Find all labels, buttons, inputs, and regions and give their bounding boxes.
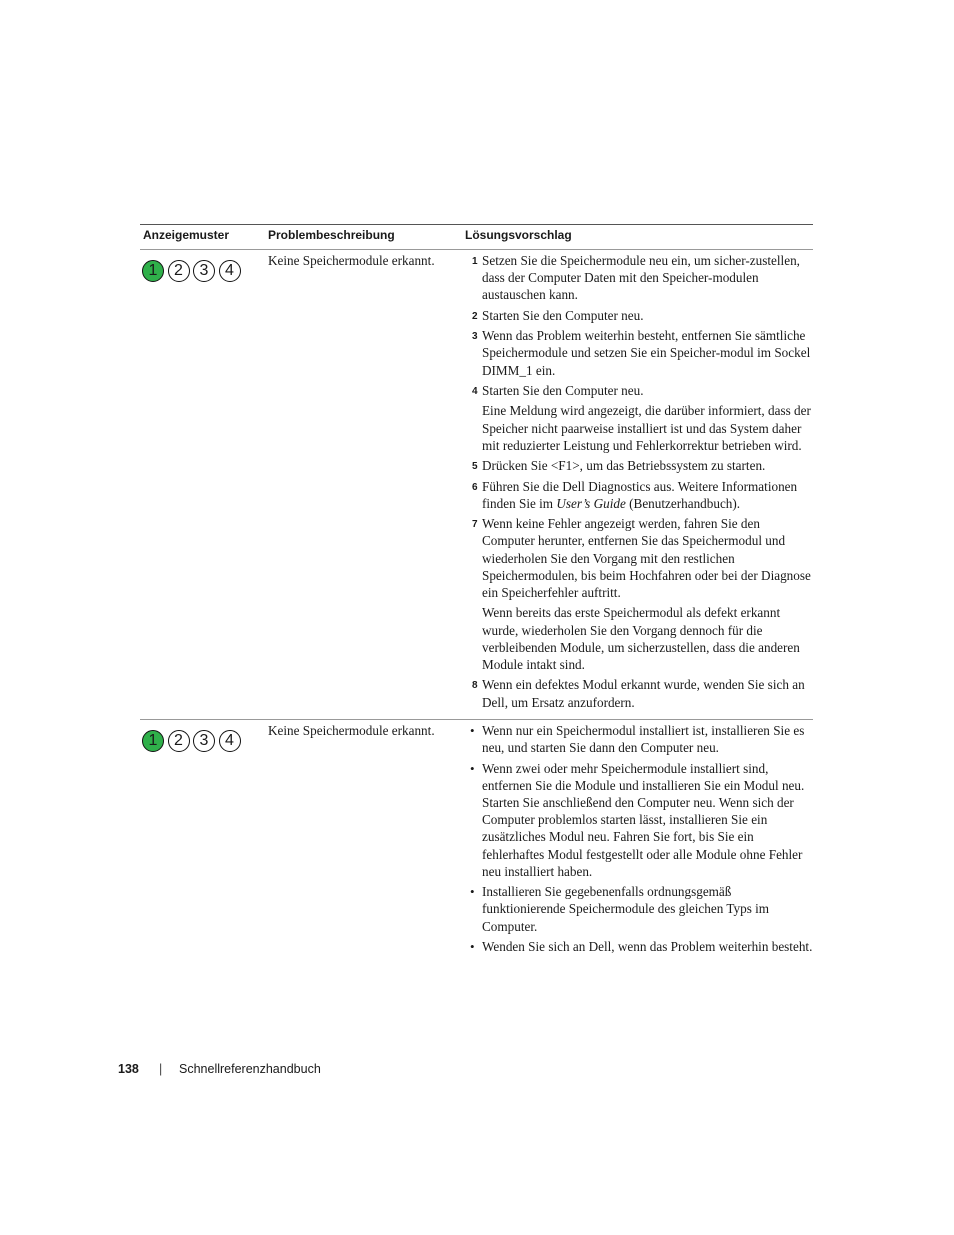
step-number: 7	[472, 519, 478, 531]
guide-title: User’s Guide	[556, 495, 626, 511]
led-2-icon: 2	[168, 730, 190, 752]
table-header	[140, 225, 813, 249]
step-item	[472, 382, 813, 399]
step-number: 4	[472, 385, 478, 397]
header-solution: Lösungsvorschlag	[465, 228, 572, 242]
step-text: Starten Sie den Computer neu.	[482, 382, 644, 398]
step-item	[472, 307, 813, 324]
bullet-item	[472, 938, 813, 955]
step-text: Starten Sie den Computer neu.	[482, 307, 644, 323]
step-item	[472, 515, 813, 601]
page-number: 138	[118, 1062, 139, 1076]
problem-description: Keine Speichermodule erkannt.	[268, 253, 435, 268]
solution-bullets	[472, 720, 813, 963]
step-text: Wenn keine Fehler angezeigt werden, fahren Sie den Computer herunter, entfernen Sie das Speichermodul und wiederholen Sie den Vorgang mit den restlichen Speichermodulen, bis beim Hochfahren oder bei der Diagnose ein Speicherfehler auftritt.	[482, 516, 811, 600]
diagnostic-table	[140, 224, 813, 963]
led-pattern	[142, 730, 241, 752]
step-note: Eine Meldung wird angezeigt, die darüber informiert, dass der Speicher nicht paarweise installiert ist und das System daher mit reduzierter Leistung und Fehlerkorrektur betrieben wird.	[482, 403, 811, 453]
led-1-icon: 1	[142, 260, 164, 282]
step-item	[472, 676, 813, 710]
step-item	[472, 252, 813, 304]
problem-description: Keine Speichermodule erkannt.	[268, 722, 435, 738]
step-note: Wenn bereits das erste Speichermodul als defekt erkannt wurde, wiederholen Sie den Vorgang dennoch für die verbleibenden Module, um sicherzustellen, dass die anderen Module intakt sind.	[482, 605, 800, 672]
step-number: 8	[472, 680, 478, 692]
bullet-icon: •	[470, 722, 475, 738]
bullet-item	[472, 760, 813, 880]
step-number: 3	[472, 331, 478, 343]
bullet-icon: •	[470, 938, 475, 954]
led-1-icon: 1	[142, 730, 164, 752]
footer-separator: |	[159, 1062, 163, 1076]
step-item	[472, 478, 813, 512]
led-4-icon: 4	[219, 730, 241, 752]
led-2-icon: 2	[168, 260, 190, 282]
bullet-icon: •	[470, 760, 475, 776]
step-number: 6	[472, 481, 478, 493]
header-pattern: Anzeigemuster	[143, 228, 230, 242]
led-4-icon: 4	[219, 260, 241, 282]
bullet-text: Wenn zwei oder mehr Speichermodule installiert sind, entfernen Sie die Module und installieren Sie ein Modul neu. Starten Sie anschließend den Computer neu. Wenn sich der Computer problemlos starten lässt, installieren Sie ein zusätzliches Modul neu. Fahren Sie fort, bis Sie ein fehlerhaftes Modul festgestellt oder alle Module ohne Fehler neu installiert haben.	[482, 760, 805, 879]
bullet-text: Installieren Sie gegebenenfalls ordnungsgemäß funktionierende Speichermodule des gleichen Typs im Computer.	[482, 884, 770, 934]
header-problem: Problembeschreibung	[268, 228, 395, 242]
step-item	[472, 327, 813, 379]
solution-steps	[472, 250, 813, 719]
step-text: Drücken Sie <F1>, um das Betriebssystem zu starten.	[482, 458, 766, 474]
step-text: Wenn ein defektes Modul erkannt wurde, wenden Sie sich an Dell, um Ersatz anzufordern.	[482, 677, 805, 710]
bullet-text: Wenden Sie sich an Dell, wenn das Problem weiterhin besteht.	[482, 938, 813, 954]
step-text: Wenn das Problem weiterhin besteht, entfernen Sie sämtliche Speichermodule und setzen Sie ein Speicher-modul im Sockel DIMM_1 ein.	[482, 328, 811, 378]
bullet-icon: •	[470, 884, 475, 900]
footer-title: Schnellreferenzhandbuch	[179, 1062, 321, 1076]
table-row	[140, 250, 813, 719]
table-row	[140, 720, 813, 963]
step-number: 5	[472, 461, 478, 473]
bullet-item	[472, 722, 813, 756]
led-pattern	[142, 260, 241, 282]
step-text: Setzen Sie die Speichermodule neu ein, um sicher-zustellen, dass der Computer Daten mit den Speicher-modulen austauschen kann.	[482, 253, 800, 303]
step-text: Führen Sie die Dell Diagnostics aus. Weitere Informationen finden Sie im User’s Guide (Benutzerhandbuch).	[482, 478, 798, 511]
step-number: 2	[472, 310, 478, 322]
step-number: 1	[472, 256, 478, 267]
led-3-icon: 3	[193, 730, 215, 752]
bullet-text: Wenn nur ein Speichermodul installiert ist, installieren Sie es neu, und starten Sie dann den Computer neu.	[482, 722, 805, 756]
step-item	[472, 457, 813, 474]
bullet-item	[472, 883, 813, 935]
led-3-icon: 3	[193, 260, 215, 282]
